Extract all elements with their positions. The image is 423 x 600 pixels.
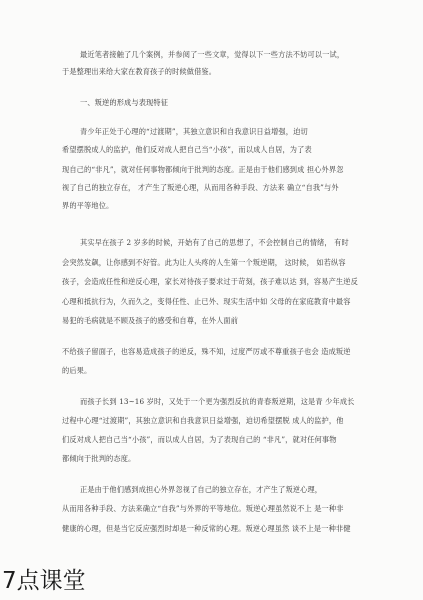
text-line: 健康的心理，但是当它反应强烈时却是一种反常的心理。叛逆心理虽然 谈不上是一种非健 <box>62 524 351 533</box>
text-line: 正是由于他们感到成担心外界忽视了自己的独立存在，才产生了叛逆心理， <box>80 485 323 494</box>
text-line: 于是整理出来给大家在教育孩子的时候做借鉴。 <box>62 67 217 76</box>
text-line: 而孩子长到 13~16 岁时，又处于一个更为强烈反抗的青春叛逆期，这是青 少年成长 <box>80 397 355 406</box>
text-line: 会突然发飙，让你感到不好管。此为让人头疼的人生第一个叛逆期， 这时候， 如若纵容 <box>62 258 346 267</box>
text-line: 们反对成人把自己当“小孩”，而以成人自居，为了表现自己的 “非凡”，就对任何事物 <box>62 435 337 444</box>
section-heading: 一、叛逆的形成与表现特征 <box>80 98 169 107</box>
text-line: 希望摆脱成人的监护，他们反对成人把自己当“小孩”，而以成人自居，为了表 <box>62 145 312 154</box>
text-line: 过程中心理“过渡期”，其独立意识和自我意识日益增强，迫切希望摆脱 成人的监护，他 <box>62 416 344 425</box>
watermark-logo: 7点课堂 <box>2 568 86 594</box>
text-line: 其实早在孩子 2 岁多的时候，开始有了自己的思想了，不会控制自己的情绪， 有时 <box>80 238 349 247</box>
text-line: 界的平等地位。 <box>62 201 114 210</box>
text-line: 现自己的“非凡”，就对任何事物都倾向于批判的态度。正是由于他们感到成 担心外界忽 <box>62 165 344 174</box>
text-line: 孩子，会造成任性和逆反心理，家长对待孩子要求过于苛刻，孩子难以达 到，容易产生逆反 <box>62 277 358 286</box>
text-line: 视了自己的独立存在， 才产生了叛逆心理，从而用各种手段、方法来 确立“自我”与外 <box>62 183 339 192</box>
text-line: 最近笔者接触了几个案例，并参阅了一些文章，觉得以下一些方法不妨可以一试， <box>80 50 345 59</box>
text-line: 的后果。 <box>62 366 92 375</box>
text-line: 从而用各种手段、方法来确立“自我”与外界的平等地位。叛逆心理虽然说不上 是一种非 <box>62 504 344 513</box>
text-line: 青少年正处于心理的“过渡期”，其独立意识和自我意识日益增强，迫切 <box>80 127 308 136</box>
text-line: 心理和抵抗行为，久而久之，变得任性、止已外、现实生活中如 父母的在家庭教育中最容 <box>62 297 351 306</box>
text-line: 都倾向于批判的态度。 <box>62 454 136 463</box>
text-line: 不给孩子留面子，也容易造成孩子的逆反，殊不知，过度严厉或不尊重孩子也会 造成叛逆 <box>62 347 351 356</box>
text-line: 易犯的毛病就是不顾及孩子的感受和自尊，在外人面前 <box>62 316 239 325</box>
